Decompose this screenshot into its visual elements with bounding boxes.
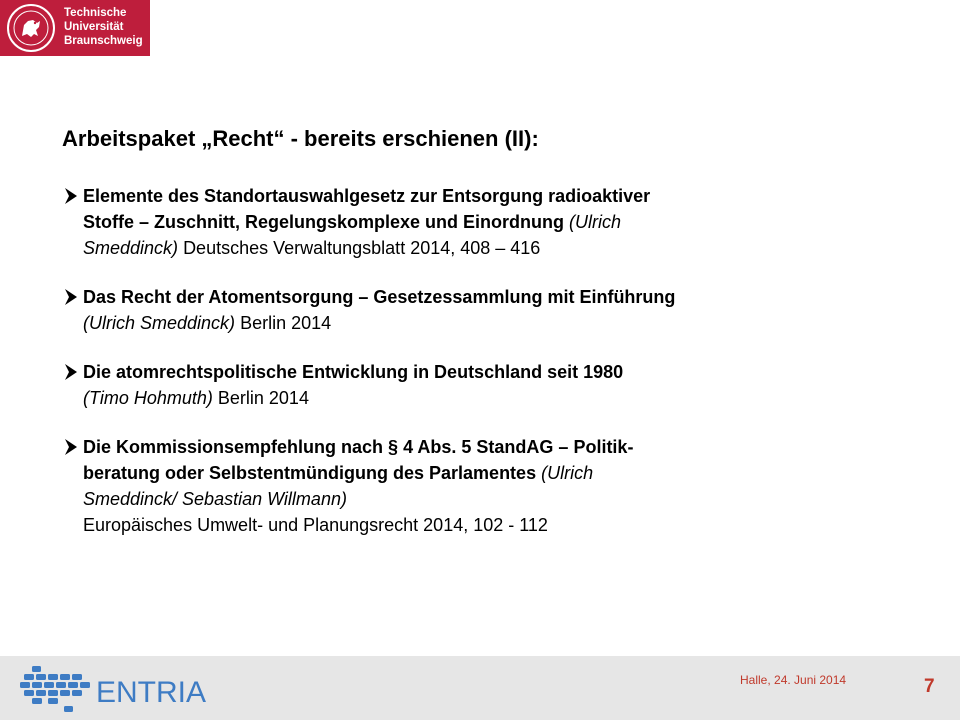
footer-bar — [0, 656, 960, 720]
item-4-line-2-italic: (Ulrich — [541, 463, 594, 483]
slide-title: Arbeitspaket „Recht“ - bereits erschienen (II): — [62, 126, 539, 151]
item-1-line-3-italic: Smeddinck) — [83, 238, 179, 258]
tu-seal-icon — [6, 3, 56, 53]
item-2-line-2-source: Berlin 2014 — [240, 313, 332, 333]
arrowhead-bullet-icon — [62, 183, 80, 209]
item-4-line-3-italic: Smeddinck/ Sebastian Willmann) — [83, 489, 347, 509]
item-3-line-2-italic: (Timo Hohmuth) — [83, 388, 213, 408]
list-item — [62, 284, 892, 336]
arrowhead-bullet-icon — [62, 284, 80, 310]
list-item — [62, 359, 892, 411]
item-1-line-3-source: Deutsches Verwaltungsblatt 2014, 408 – 416 — [183, 238, 541, 258]
logo-line-2: Universität — [64, 21, 124, 33]
publication-list — [62, 183, 892, 561]
arrowhead-bullet-icon — [62, 359, 80, 385]
item-3-line-1: Die atomrechtspolitische Entwicklung in Deutschland seit 1980 — [83, 362, 624, 382]
footer-date: Halle, 24. Juni 2014 — [740, 673, 847, 687]
logo-line-1: Technische — [64, 7, 127, 19]
arrowhead-bullet-icon — [62, 434, 80, 460]
item-1-line-1: Elemente des Standortauswahlgesetz zur Entsorgung radioaktiver — [83, 186, 651, 206]
item-3-line-2-source: Berlin 2014 — [217, 388, 309, 408]
entria-grid-icon — [20, 666, 90, 712]
logo-line-3: Braunschweig — [64, 35, 143, 47]
item-2-line-1: Das Recht der Atomentsorgung – Gesetzessammlung mit Einführung — [83, 287, 676, 307]
item-4-line-2-bold: beratung oder Selbstentmündigung des Parlamentes — [83, 463, 537, 483]
item-1-line-2-bold: Stoffe – Zuschnitt, Regelungskomplexe und Einordnung — [83, 212, 565, 232]
page-number: 7 — [924, 676, 935, 697]
list-item — [62, 434, 892, 538]
list-item — [62, 183, 892, 261]
item-4-line-1: Die Kommissionsempfehlung nach § 4 Abs. 5 StandAG – Politik- — [83, 437, 634, 457]
item-4-line-4-source: Europäisches Umwelt- und Planungsrecht 2014, 102 - 112 — [83, 515, 548, 535]
item-2-line-2-italic: (Ulrich Smeddinck) — [83, 313, 236, 333]
tu-braunschweig-logo — [0, 0, 150, 56]
entria-logo — [18, 662, 208, 718]
item-1-line-2-italic: (Ulrich — [569, 212, 622, 232]
entria-wordmark: ENTRIA — [96, 676, 207, 709]
